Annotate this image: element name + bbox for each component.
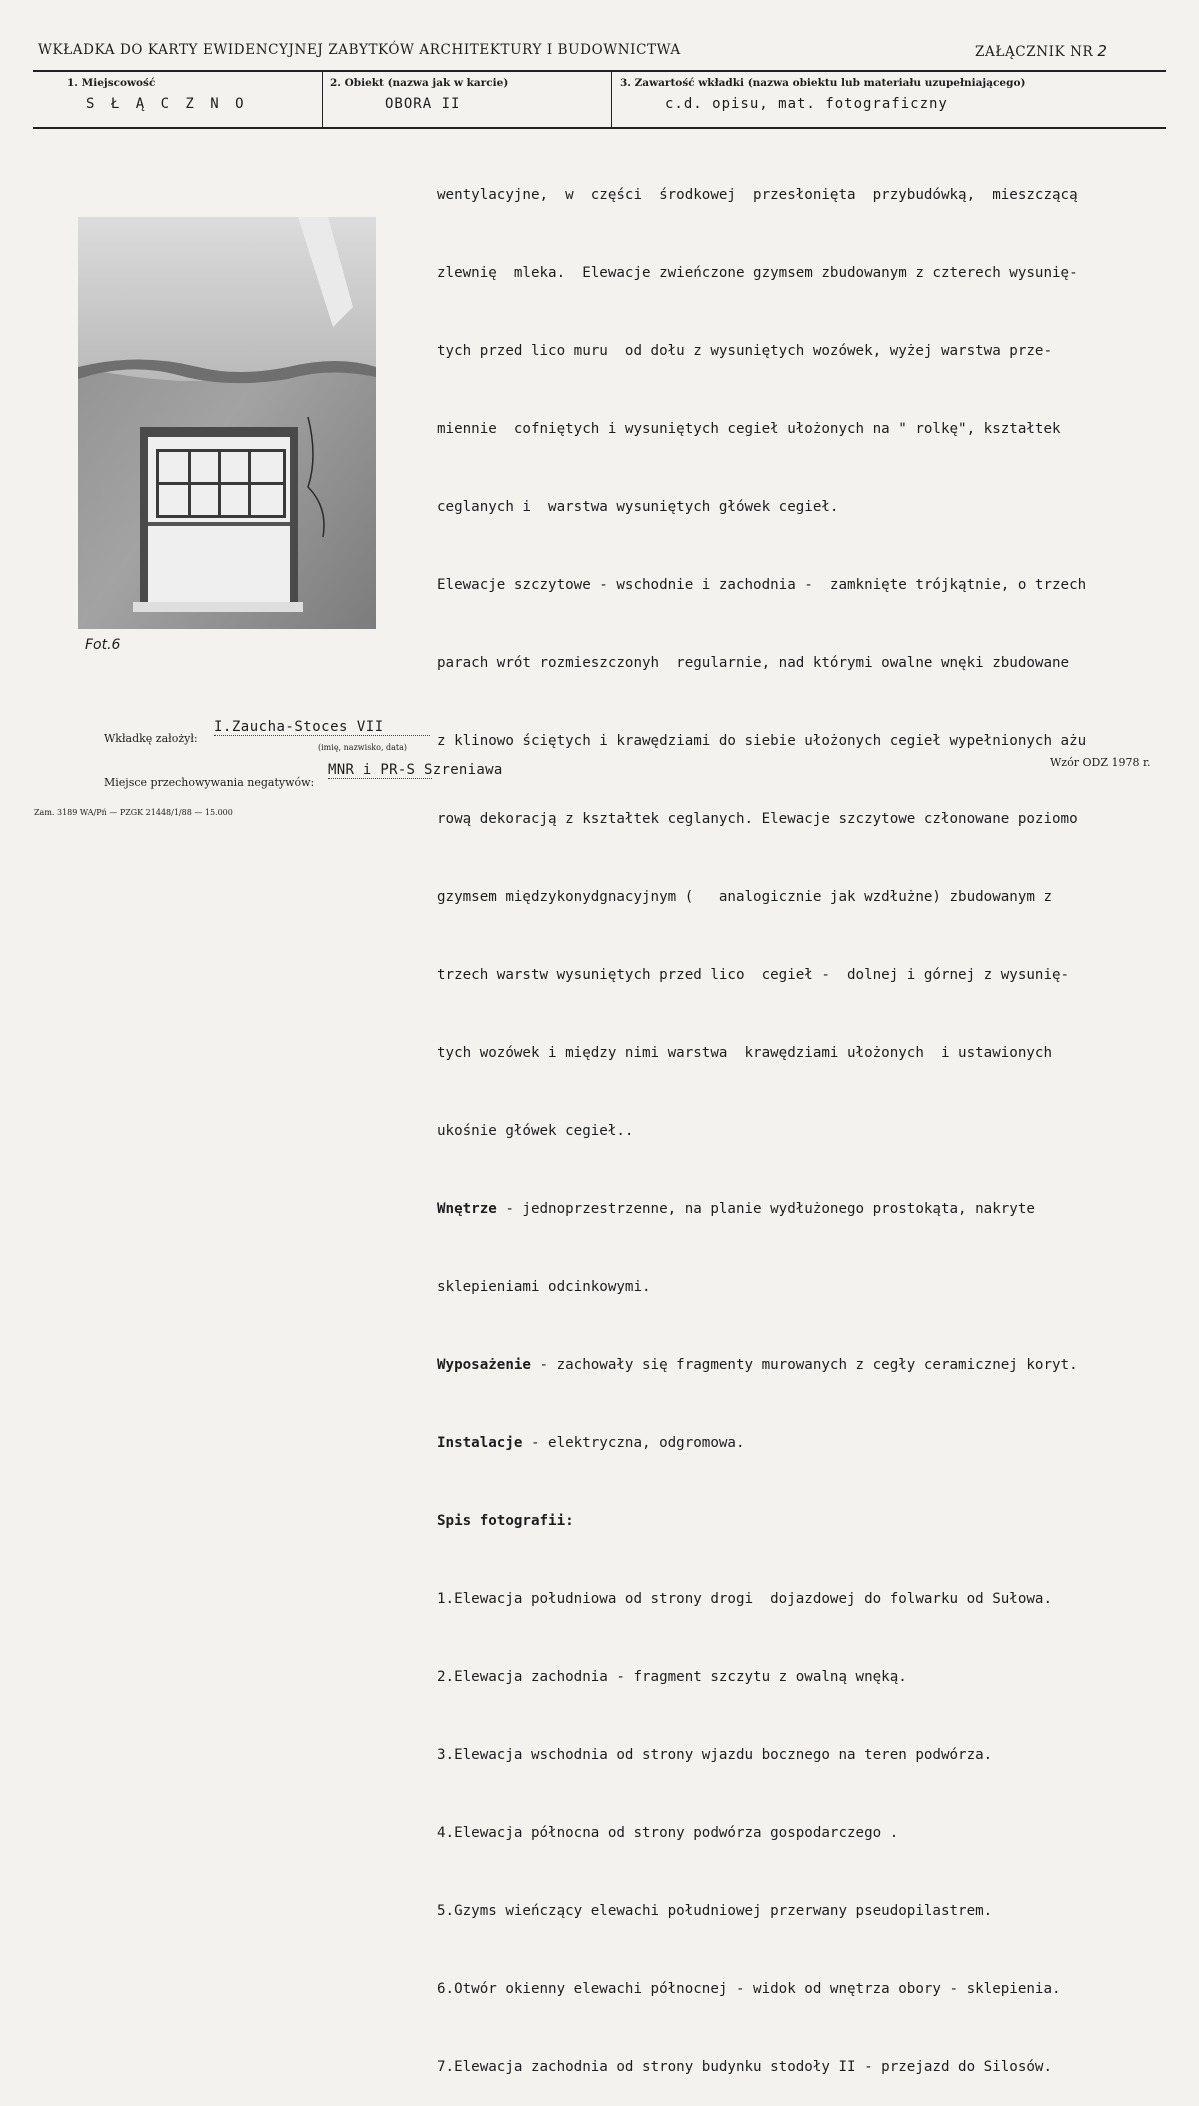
body-line: ukośnie główek cegieł.. (437, 1123, 634, 1139)
pattern-note: Wzór ODZ 1978 r. (1050, 756, 1151, 769)
installations-line (437, 1430, 1199, 1456)
photo-caption: Fot.6 (85, 637, 121, 653)
content-value: c.d. opisu, mat. fotograficzny (665, 96, 948, 112)
equipment-line (437, 1352, 1199, 1378)
photos-heading (437, 1508, 1199, 1534)
object-label-text: 2. Obiekt (330, 77, 384, 89)
body-line: gzymsem międzykonydgnacyjnym ( analogicznie jak wzdłużne) zbudowanym z (437, 889, 1052, 905)
equipment-heading: Wyposażenie (437, 1357, 531, 1373)
body-line: tych przed lico muru od dołu z wysuniętych wozówek, wyżej warstwa prze- (437, 343, 1052, 359)
installations-heading: Instalacje (437, 1435, 523, 1451)
body-line: parach wrót rozmieszczonyh regularnie, nad którymi owalne wnęki zbudowane (437, 655, 1070, 671)
locality-value: S Ł Ą C Z N O (86, 96, 248, 112)
photo-list-item: 3.Elewacja wschodnia od strony wjazdu bocznego na teren podwórza. (437, 1747, 993, 1763)
photos-heading-text: Spis fotografii: (437, 1513, 574, 1529)
photo-list-item: 1.Elewacja południowa od strony drogi dojazdowej do folwarku od Sułowa. (437, 1591, 1052, 1607)
body-line: ceglanych i warstwa wysuniętych główek cegieł. (437, 499, 839, 515)
photo-list-item: 5.Gzyms wieńczący elewachi południowej przerwany pseudopilastrem. (437, 1903, 993, 1919)
interior-text: - jednoprzestrzenne, na planie wydłużonego prostokąta, nakryte (496, 1201, 1035, 1217)
attachment-number-value: 2 (1097, 42, 1108, 60)
description-body (437, 130, 1199, 2106)
body-line: miennie cofniętych i wysuniętych cegieł ułożonych na " rolkę", kształtek (437, 421, 1061, 437)
fields-bottom-rule (33, 127, 1166, 129)
photo-list-item: 7.Elewacja zachodnia od strony budynku stodoły II - przejazd do Silosów. (437, 2059, 1052, 2075)
body-line: zlewnię mleka. Elewacje zwieńczone gzymsem zbudowanym z czterech wysunię- (437, 265, 1078, 281)
field-divider-2 (611, 72, 612, 128)
locality-label: 1. Miejscowość (67, 77, 156, 89)
founded-value: I.Zaucha-Stoces VII (214, 719, 430, 736)
installations-text: - elektryczna, odgromowa. (522, 1435, 745, 1451)
photo-window-interior (78, 217, 376, 629)
top-rule (33, 70, 1166, 72)
interior-heading: Wnętrze (437, 1201, 497, 1217)
photo-list-item: 4.Elewacja północna od strony podwórza gospodarczego . (437, 1825, 899, 1841)
attachment-number (975, 42, 1107, 60)
attachment-label: ZAŁĄCZNIK NR (975, 44, 1094, 60)
field-divider-1 (322, 72, 323, 128)
content-label-note: (nazwa obiektu lub materiału uzupełniającego) (747, 77, 1026, 89)
body-line: Elewacje szczytowe - wschodnie i zachodnia - zamknięte trójkątnie, o trzech (437, 577, 1087, 593)
body-line: tych wozówek i między nimi warstwa krawędziami ułożonych i ustawionych (437, 1045, 1052, 1061)
storage-label: Miejsce przechowywania negatywów: (104, 776, 315, 789)
object-label (330, 77, 508, 89)
photo-list-item: 2.Elewacja zachodnia - fragment szczytu z owalną wnęką. (437, 1669, 907, 1685)
form-title: WKŁADKA DO KARTY EWIDENCYJNEJ ZABYTKÓW ARCHITEKTURY I BUDOWNICTWA (38, 42, 681, 58)
content-label-text: 3. Zawartość wkładki (620, 77, 745, 89)
content-label (620, 77, 1025, 89)
storage-value: MNR i PR-S Szreniawa (328, 762, 503, 778)
interior-line (437, 1196, 1199, 1222)
object-label-note: (nazwa jak w karcie) (387, 77, 509, 89)
interior-line-2: sklepieniami odcinkowymi. (437, 1279, 651, 1295)
founded-label: Wkładkę założył: (104, 732, 198, 745)
object-value: OBORA II (385, 96, 461, 112)
photo-list-item: 6.Otwór okienny elewachi północnej - widok od wnętrza obory - sklepienia. (437, 1981, 1061, 1997)
body-line: trzech warstw wysuniętych przed lico cegieł - dolnej i górnej z wysunię- (437, 967, 1070, 983)
body-line: rową dekoracją z kształtek ceglanych. Elewacje szczytowe członowane poziomo (437, 811, 1078, 827)
body-line: wentylacyjne, w części środkowej przesłonięta przybudówką, mieszczącą (437, 187, 1078, 203)
order-note: Zam. 3189 WA/Pń — PZGK 21448/1/88 — 15.000 (34, 808, 233, 817)
equipment-text: - zachowały się fragmenty murowanych z cegły ceramicznej koryt. (530, 1357, 1078, 1373)
body-line: z klinowo ściętych i krawędziami do siebie ułożonych cegieł wypełnionych ażu (437, 733, 1087, 749)
founded-note: (imię, nazwisko, data) (318, 743, 408, 752)
